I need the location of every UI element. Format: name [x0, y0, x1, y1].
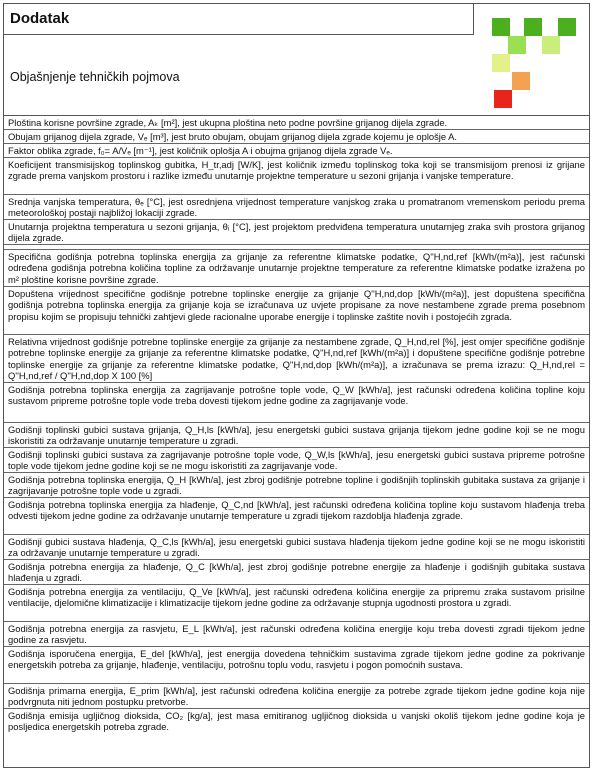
logo-square-2: [524, 18, 542, 36]
logo-square-6: [492, 54, 510, 72]
definition-row: Godišnja primarna energija, E_prim [kWh/a], jest računski određena količina energije za potrebe zgrade tijekom jedne godine koja nije podvrgnuta niti jednom postupku pretvorbe.: [4, 684, 589, 709]
definition-row: Godišnji gubici sustava hlađenja, Q_C,ls [kWh/a], jesu energetski gubici sustava hlađenja tijekom jedne godine koji se ne mogu iskoristiti za održavanje unutarnje temperature u zgradi.: [4, 535, 589, 560]
definition-row: Specifična godišnja potrebna toplinska energija za grijanje za referentne klimatske podatke, Q''H,nd,ref [kWh/(m²a)], jest računski određena godišnja potrebna količina topline za održavanje unutarnje projektne temperature za referentne klimatske podatke izražena po m² ploštine korisne površine zgrade.: [4, 250, 589, 287]
definition-row: Dopuštena vrijednost specifične godišnje potrebne toplinske energije za grijanje Q''H,nd,dop [kWh/(m²a)], jest dopuštena specifična godišnja potrebna toplinska energija za grijanje koja se izračunava uz uvjete propisane za nove nestambene zgrade prema posebnom propisu kojim se propisuju tehnički zahtjevi glede racionalne uporabe energije i toplinske zaštite novih i postojećih zgrada.: [4, 287, 589, 335]
definition-row: Godišnja potrebna toplinska energija za hlađenje, Q_C,nd [kWh/a], jest računski određena količina topline koju sustavom hlađenja treba odvesti tijekom jedne godine za održavanje unutarnje temperature u zgradi tijekom razdoblja hlađenja zgrade.: [4, 498, 589, 535]
definition-row: Faktor oblika zgrade, f₀= A/Vₑ [m⁻¹], jest količnik oplošja A i obujma grijanog dijela zgrade Vₑ.: [4, 144, 589, 158]
definition-row: Godišnji toplinski gubici sustava grijanja, Q_H,ls [kWh/a], jesu energetski gubici sustava grijanja tijekom jedne godine koji se ne mogu iskoristiti za održavanje unutarnje temperature u zgradi.: [4, 423, 589, 448]
definition-row: Godišnja potrebna toplinska energija za zagrijavanje potrošne tople vode, Q_W [kWh/a], jest računski određena količina topline koju sustavom pripreme potrošne tople vode treba dovesti tijekom jedne godine za zagrijavanje vode.: [4, 383, 589, 423]
logo-square-1: [492, 18, 510, 36]
definition-row: Srednja vanjska temperatura, θₑ [°C], jest osrednjena vrijednost temperature vanjskog zraka u promatranom vremenskom periodu prema meteorološkoj postaji najbližoj lokaciji zgrade.: [4, 195, 589, 220]
definition-row: Godišnja potrebna energija za rasvjetu, E_L [kWh/a], jest računski određena količina energije koju treba dovesti zgradi tijekom jedne godine za rasvjetu.: [4, 622, 589, 647]
logo-square-4: [508, 36, 526, 54]
definition-row: Godišnja potrebna energija za ventilaciju, Q_Ve [kWh/a], jest računski određena količina energije za pripremu zraka sustavom prisilne ventilacije, djelomične klimatizacije i klimatizacije tijekom jedne godine za održavanje stupnja ugodnosti prostora u zgradi.: [4, 585, 589, 622]
definitions-list: [4, 116, 589, 734]
definition-row: Godišnja potrebna energija za hlađenje, Q_C [kWh/a], jest zbroj godišnje potrebne energije za hlađenje i godišnjih gubitaka sustava hlađenja u zgradi.: [4, 560, 589, 585]
definition-row: Godišnji toplinski gubici sustava za zagrijavanje potrošne tople vode, Q_W,ls [kWh/a], jesu energetski gubici sustava pripreme potrošne tople vode tijekom jedne godine koji se ne mogu iskoristiti za zagrijavanje vode.: [4, 448, 589, 473]
section-subtitle: Objašnjenje tehničkih pojmova: [10, 70, 180, 84]
logo-square-7: [512, 72, 530, 90]
definition-row: Godišnja potrebna toplinska energija, Q_H [kWh/a], jest zbroj godišnje potrebne topline i godišnjih toplinskih gubitaka sustava za grijanje i zagrijavanje potrošne tople vode u zgradi.: [4, 473, 589, 498]
definition-row: Koeficijent transmisijskog toplinskog gubitka, H_tr,adj [W/K], jest količnik između toplinskog toka koji se transmisijom prenosi iz grijane zgrade prema vanjskom prostoru i razlike između unutarnje projektne temperature u sezoni grijanja i vanjske temperature.: [4, 158, 589, 195]
definition-row: Godišnja isporučena energija, E_del [kWh/a], jest energija dovedena tehničkim sustavima zgrade tijekom jedne godine za pokrivanje energetskih potreba za grijanje, hlađenje, ventilaciju, potrošnu toplu vodu, rasvjetu i pogon pomoćnih sustava.: [4, 647, 589, 684]
logo-square-5: [542, 36, 560, 54]
logo-square-8: [494, 90, 512, 108]
page-title: Dodatak: [4, 4, 474, 35]
table-header: [4, 4, 589, 116]
logo-square-3: [558, 18, 576, 36]
energy-class-logo: [480, 8, 586, 112]
definition-row: Ploština korisne površine zgrade, Aₖ [m²], jest ukupna ploština neto podne površine grijanog dijela zgrade.: [4, 116, 589, 130]
definition-row: Relativna vrijednost godišnje potrebne toplinske energije za grijanje za nestambene zgrade, Q_H,nd,rel [%], jest omjer specifične godišnje potrebne toplinske energije za grijanje za referentne klimatske podatke, Q''H,nd,ref [kWh/(m²a)] i dopuštene specifične godišnje potrebne toplinske energije za grijanje za referentne klimatske podatke, Q''H,nd,dop [kWh/(m²a)], a izračunava se prema izrazu: Q_H,nd,rel = Q''H,nd,ref / Q''H,nd,dop X 100 [%]: [4, 335, 589, 383]
definition-row: Unutarnja projektna temperatura u sezoni grijanja, θᵢ [°C], jest projektom predviđena temperatura unutarnjeg zraka svih prostora grijanog dijela zgrade.: [4, 220, 589, 245]
definition-row: Obujam grijanog dijela zgrade, Vₑ [m³], jest bruto obujam, obujam grijanog dijela zgrade kojemu je oplošje A.: [4, 130, 589, 144]
definitions-table: [3, 3, 590, 768]
definition-row: Godišnja emisija ugljičnog dioksida, CO₂ [kg/a], jest masa emitiranog ugljičnog dioksida u vanjski okoliš tijekom jedne godine koja je posljedica energetskih potreba zgrade.: [8, 710, 585, 733]
